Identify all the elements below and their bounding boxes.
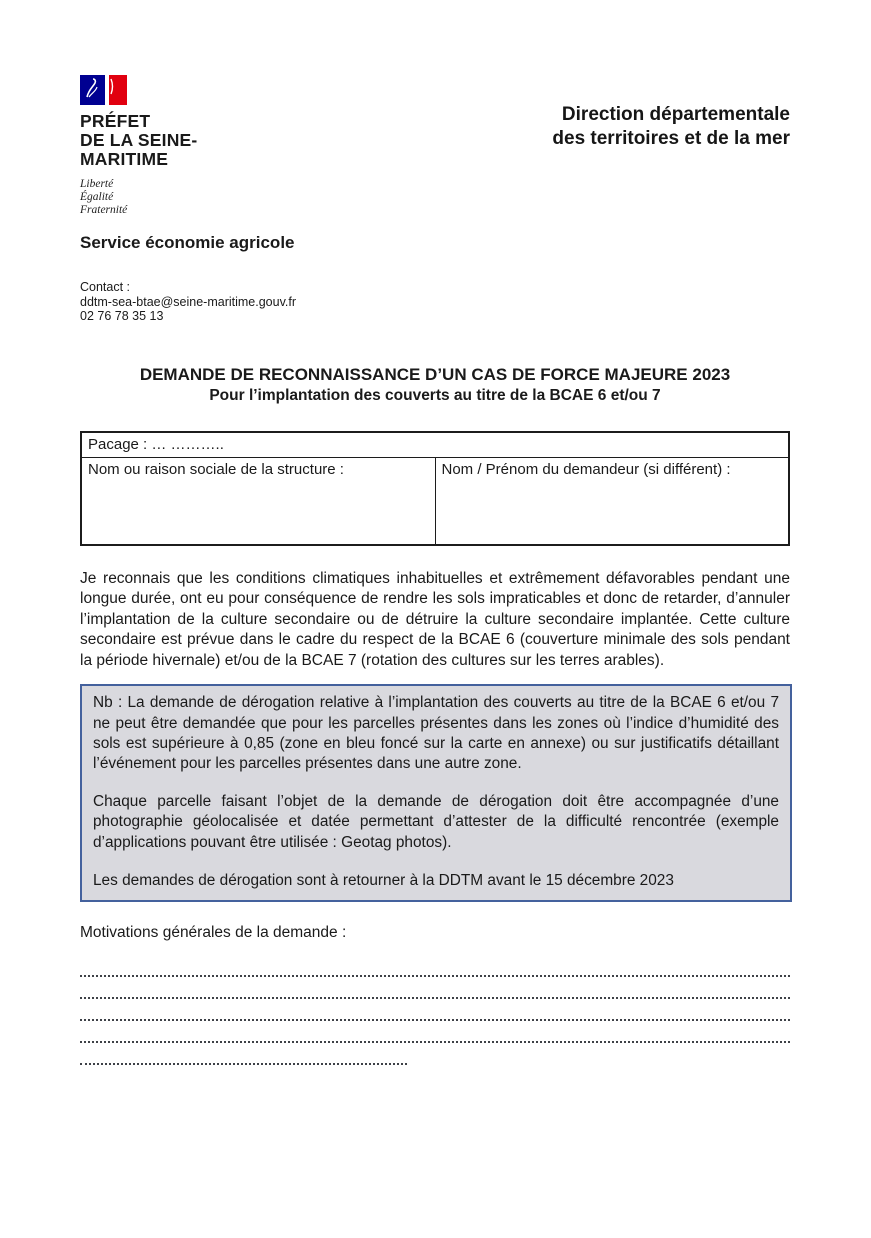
prefet-line: DE LA SEINE- <box>80 130 198 150</box>
motto-line: Égalité <box>80 191 114 203</box>
motivations-section <box>80 924 790 1065</box>
contact-phone: 02 76 78 35 13 <box>80 309 164 323</box>
direction-departementale-heading <box>552 103 790 151</box>
demandeur-name-field: Nom / Prénom du demandeur (si différent) : <box>435 458 789 545</box>
dotted-writing-line <box>80 1043 407 1065</box>
title-line-2: Pour l’implantation des couverts au titre de la BCAE 6 et/ou 7 <box>209 386 661 404</box>
motivation-lines <box>80 955 790 1065</box>
devise-republique <box>80 178 340 217</box>
french-flag-marianne-icon <box>80 75 127 105</box>
dotted-writing-line <box>80 999 790 1021</box>
nb-notice-box <box>80 684 792 902</box>
contact-block <box>80 280 790 324</box>
dotted-writing-line <box>80 977 790 999</box>
document-header <box>80 75 790 217</box>
document-title <box>80 364 790 406</box>
table-row-pacage <box>81 432 789 458</box>
motivations-label: Motivations générales de la demande : <box>80 924 347 942</box>
motto-line: Fraternité <box>80 204 128 216</box>
service-heading: Service économie agricole <box>80 233 295 252</box>
contact-email: ddtm-sea-btae@seine-maritime.gouv.fr <box>80 294 297 309</box>
prefet-title <box>80 112 340 169</box>
nb-paragraph-deadline: Les demandes de dérogation sont à retourner à la DDTM avant le 15 décembre 2023 <box>93 871 674 889</box>
motto-line: Liberté <box>80 178 114 190</box>
table-row-names <box>81 458 789 545</box>
prefet-line: PRÉFET <box>80 111 151 131</box>
contact-label: Contact : <box>80 280 131 294</box>
nb-paragraph-derogation: Nb : La demande de dérogation relative à l’implantation des couverts au titre de la BCAE 6 et/ou 7 ne peut être demandée que pour les parcelles présentes dans les zones où l’indice d’humidité des sols est supérieure à 0,85 (zone en bleu foncé sur la carte en annexe) ou sur justificatifs détaillant l’événement pour les parcelles présentes dans une autre zone. <box>93 694 779 773</box>
declaration-paragraph: Je reconnais que les conditions climatiques inhabituelles et extrêmement défavorables pendant une longue durée, ont eu pour conséquence de rendre les sols impraticables et donc de retarder, d’annuler l’implantation de la culture secondaire ou de détruire la culture secondaire implantée. Cette culture secondaire est prévue dans le cadre du respect de la BCAE 6 (couverture minimale des sols pendant la période hivernale) et/ou de la BCAE 7 (rotation des cultures sur les terres arables). <box>80 569 790 669</box>
prefet-logo-block <box>80 75 340 217</box>
nb-paragraph-photo: Chaque parcelle faisant l’objet de la demande de dérogation doit être accompagnée d’une photographie géolocalisée et datée permettant d’attester de la difficulté rencontrée (exemple d’applications pouvant être utilisée : Geotag photos). <box>93 793 779 851</box>
direction-line: Direction départementale <box>561 104 790 125</box>
structure-name-field: Nom ou raison sociale de la structure : <box>81 458 435 545</box>
dotted-writing-line <box>80 1021 790 1043</box>
pacage-field: Pacage : … ……….. <box>81 432 789 458</box>
prefet-line: MARITIME <box>80 149 169 169</box>
title-line-1: DEMANDE DE RECONNAISSANCE D’UN CAS DE FORCE MAJEURE 2023 <box>139 364 731 384</box>
direction-line: des territoires et de la mer <box>552 128 790 149</box>
identity-table <box>80 431 790 546</box>
marianne-profile-icon <box>80 75 127 105</box>
dotted-writing-line <box>80 955 790 977</box>
